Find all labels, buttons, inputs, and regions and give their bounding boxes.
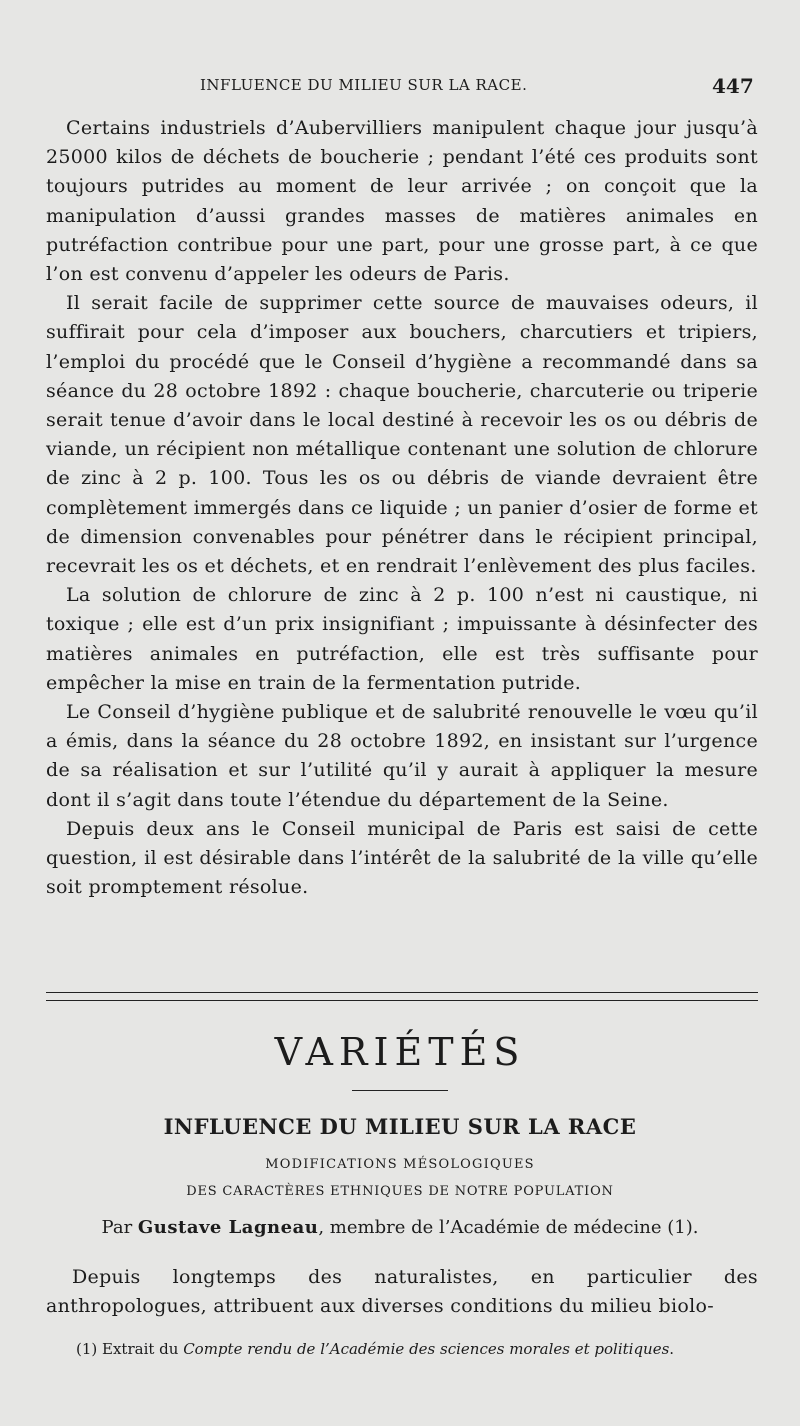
byline-prefix: Par xyxy=(101,1217,138,1238)
paragraph: Il serait facile de supprimer cette source de mauvaises odeurs, il suffirait pour cela d’imposer aux bouchers, charcutiers et tripiers, l’emploi du procédé que le Conseil d’hygiène a recommandé dans sa séance du 28 octobre 1892 : chaque boucherie, charcuterie ou triperie serait tenue d’avoir dans le local destiné à recevoir les os ou débris de viande, un récipient non métallique contenant une solution de chlorure de zinc à 2 p. 100. Tous les os ou débris de viande devraient être complètement immergés dans ce liquide ; un panier d’osier de forme et de dimension convenables pour pénétrer dans le récipient principal, recevrait les os et déchets, et en rendrait l’enlèvement des plus faciles. xyxy=(46,292,758,578)
body-text xyxy=(46,114,758,902)
article-subtitle: MODIFICATIONS MÉSOLOGIQUES xyxy=(265,1157,535,1172)
running-title: INFLUENCE DU MILIEU SUR LA RACE. xyxy=(200,76,528,94)
footnote-source: Compte rendu de l’Académie des sciences morales et politiques xyxy=(183,1340,670,1358)
author-name: Gustave Lagneau xyxy=(137,1217,319,1238)
article-subtitle-2: DES CARACTÈRES ETHNIQUES DE NOTRE POPULATION xyxy=(186,1184,614,1199)
paragraph: Depuis deux ans le Conseil municipal de Paris est saisi de cette question, il est désirable dans l’intérêt de la salubrité de la ville qu’elle soit promptement résolue. xyxy=(46,817,758,899)
article-body xyxy=(46,1263,758,1321)
paragraph: La solution de chlorure de zinc à 2 p. 100 n’est ni caustique, ni toxique ; elle est d’un prix insignifiant ; impuissante à désinfecter des matières animales en putréfaction, elle est très suffisante pour empêcher la mise en train de la fermentation putride. xyxy=(46,584,758,694)
running-head xyxy=(0,74,800,100)
page-number: 447 xyxy=(712,74,754,98)
byline-suffix: , membre de l’Académie de médecine (1). xyxy=(318,1217,699,1238)
paragraph: Depuis longtemps des naturalistes, en particulier des anthropologues, attribuent aux diverses conditions du milieu biolo- xyxy=(46,1266,758,1317)
paragraph: Certains industriels d’Aubervilliers manipulent chaque jour jusqu’à 25000 kilos de déchets de boucherie ; pendant l’été ces produits sont toujours putrides au moment de leur arrivée ; on conçoit que la manipulation d’aussi grandes masses de matières animales en putréfaction contribue pour une part, pour une grosse part, à ce que l’on est convenu d’appeler les odeurs de Paris. xyxy=(46,117,758,286)
paragraph: Le Conseil d’hygiène publique et de salubrité renouvelle le vœu qu’il a émis, dans la séance du 28 octobre 1892, en insistant sur l’urgence de sa réalisation et sur l’utilité qu’il y aurait à appliquer la mesure dont il s’agit dans toute l’étendue du département de la Seine. xyxy=(46,701,758,811)
article-title: INFLUENCE DU MILIEU SUR LA RACE xyxy=(163,1114,637,1139)
title-underline xyxy=(352,1090,448,1091)
section-divider xyxy=(46,992,758,1001)
section-title: VARIÉTÉS xyxy=(274,1030,526,1074)
footnote xyxy=(46,1338,758,1360)
footnote-marker: (1) Extrait du xyxy=(76,1340,184,1358)
byline xyxy=(0,1217,800,1238)
footnote-end: . xyxy=(669,1340,675,1358)
